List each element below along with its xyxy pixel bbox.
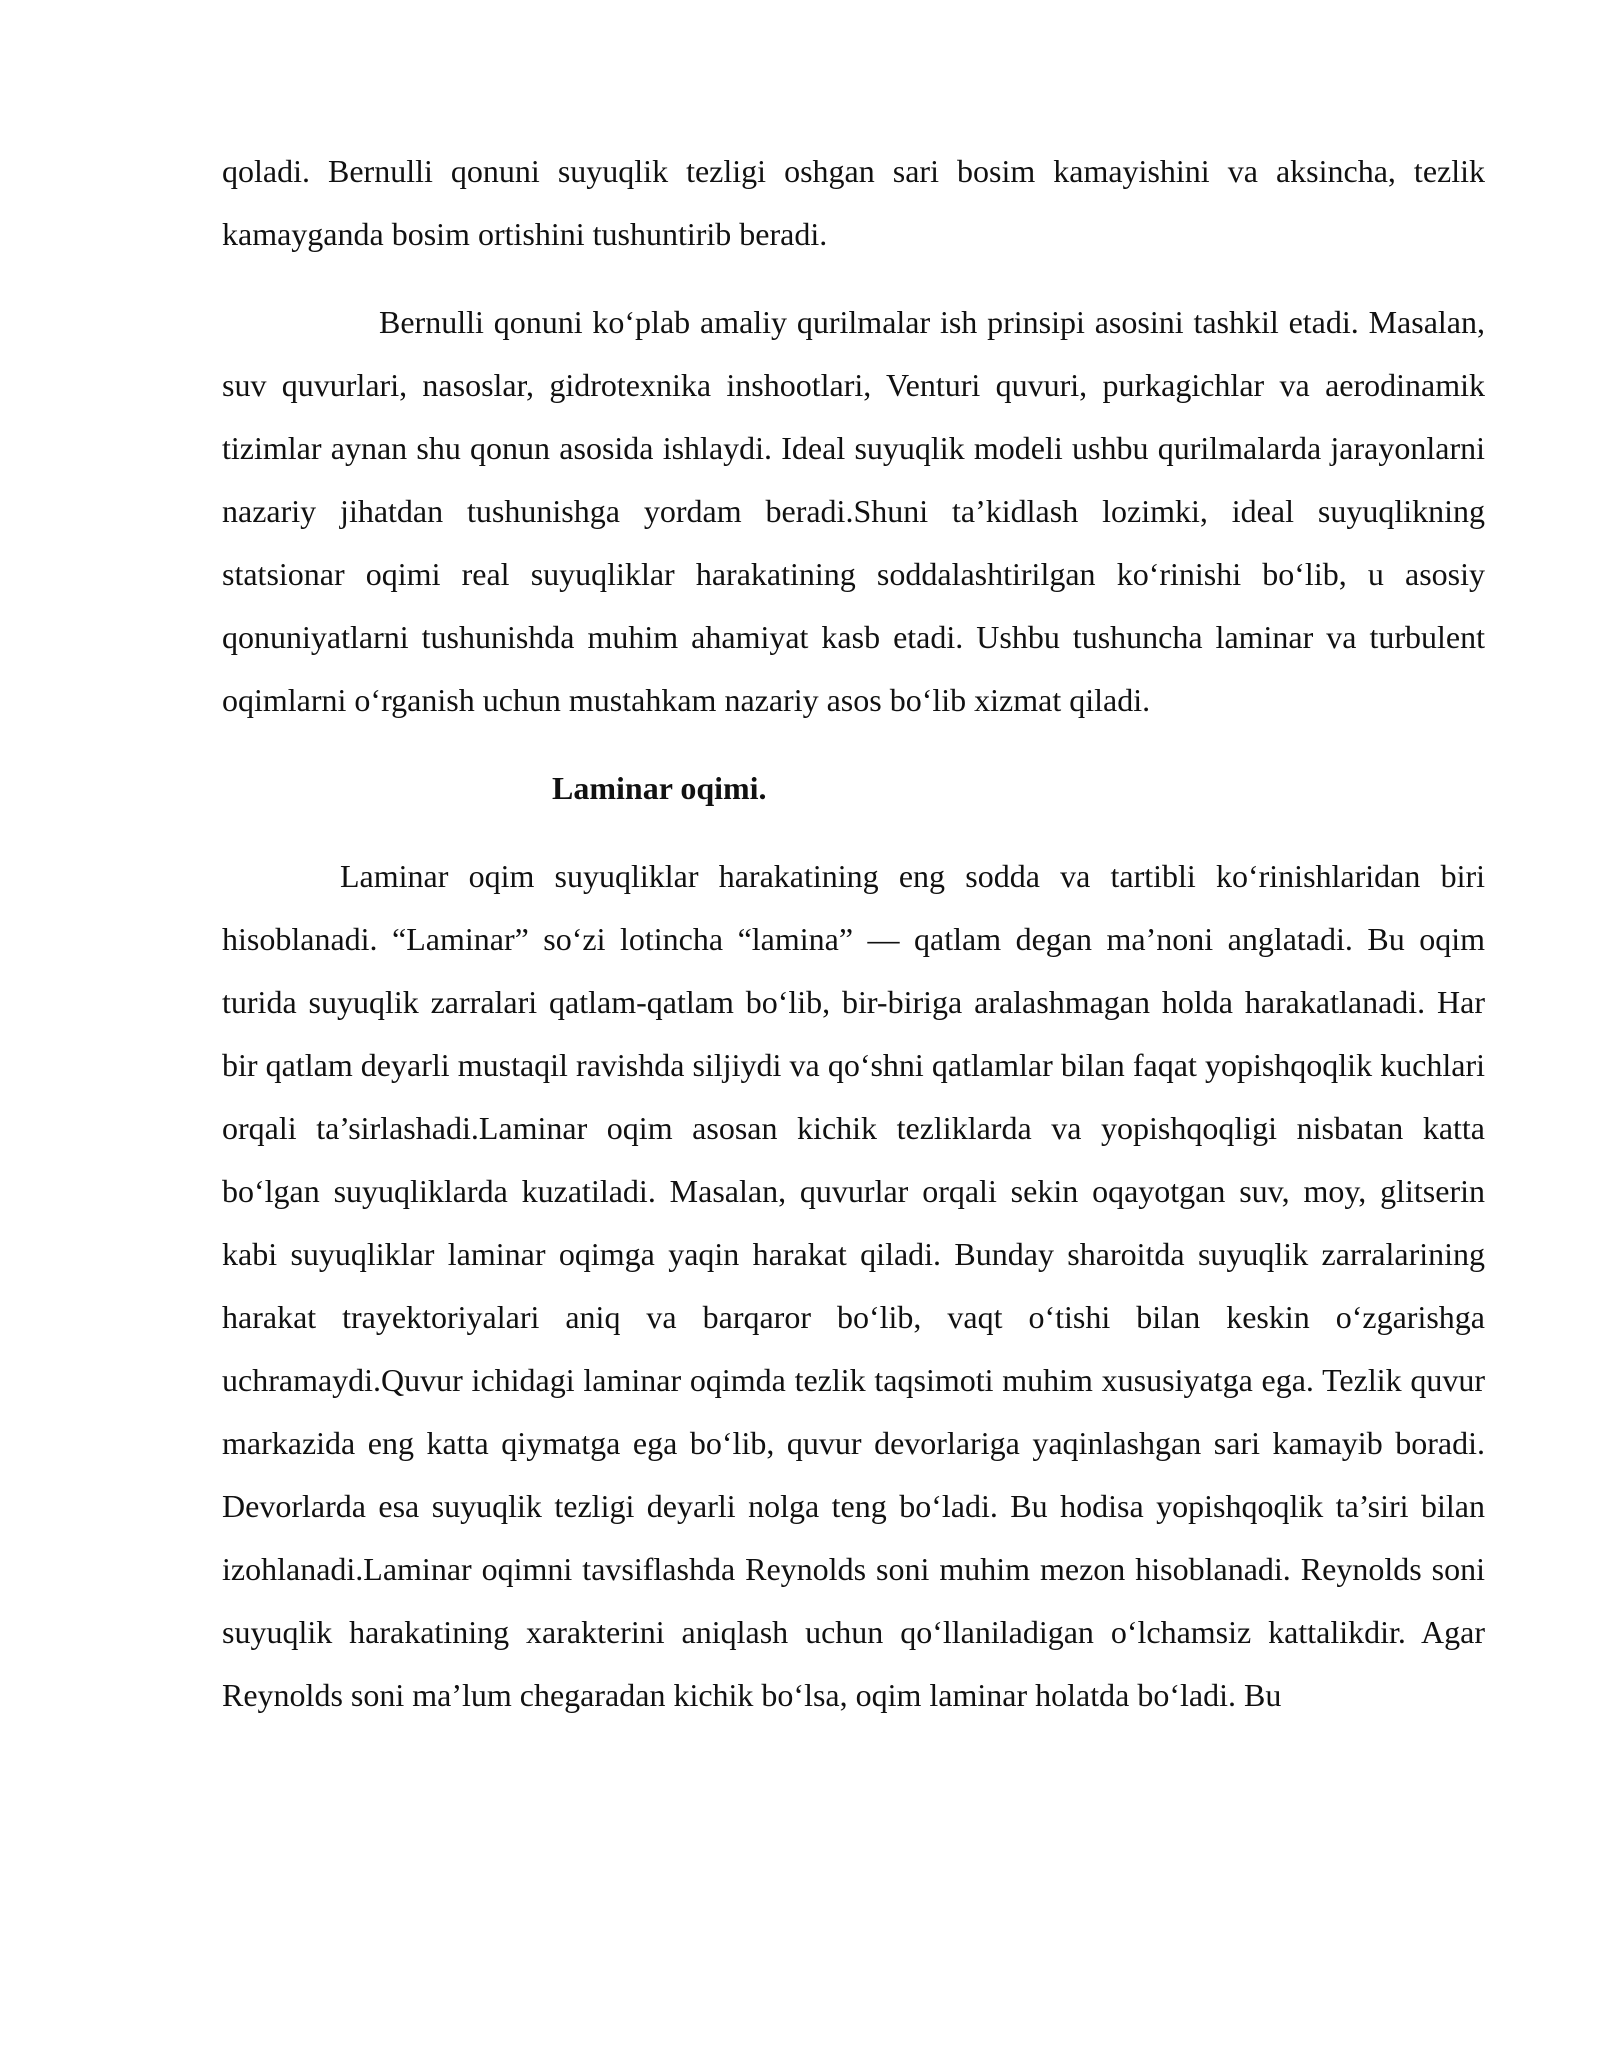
paragraph-bernulli-applications: Bernulli qonuni ko‘plab amaliy qurilmalar ish prinsipi asosini tashkil etadi. Masalan, suv quvurlari, nasoslar, gidrotexnika inshootlari, Venturi quvuri, purkagichlar va aerodinamik tizimlar aynan shu qonun asosida ishlaydi. Ideal suyuqlik modeli ushbu qurilmalarda jarayonlarni nazariy jihatdan tushunishga yordam beradi.Shuni ta’kidlash lozimki, ideal suyuqlikning statsionar oqimi real suyuqliklar harakatining soddalashtirilgan ko‘rinishi bo‘lib, u asosiy qonuniyatlarni tushunishda muhim ahamiyat kasb etadi. Ushbu tushuncha laminar va turbulent oqimlarni o‘rganish uchun mustahkam nazariy asos bo‘lib xizmat qiladi. [222,304,1485,718]
paragraph-bernulli-continuation: qoladi. Bernulli qonuni suyuqlik tezligi oshgan sari bosim kamayishini va aksincha, tezlik kamayganda bosim ortishini tushuntirib beradi. [222,153,1485,252]
document-body [222,140,1485,1727]
paragraph-laminar-flow: Laminar oqim suyuqliklar harakatining eng sodda va tartibli ko‘rinishlaridan biri hisoblanadi. “Laminar” so‘zi lotincha “lamina” — qatlam degan ma’noni anglatadi. Bu oqim turida suyuqlik zarralari qatlam-qatlam bo‘lib, bir-biriga aralashmagan holda harakatlanadi. Har bir qatlam deyarli mustaqil ravishda siljiydi va qo‘shni qatlamlar bilan faqat yopishqoqlik kuchlari orqali ta’sirlashadi.Laminar oqim asosan kichik tezliklarda va yopishqoqligi nisbatan katta bo‘lgan suyuqliklarda kuzatiladi. Masalan, quvurlar orqali sekin oqayotgan suv, moy, glitserin kabi suyuqliklar laminar oqimga yaqin harakat qiladi. Bunday sharoitda suyuqlik zarralarining harakat trayektoriyalari aniq va barqaror bo‘lib, vaqt o‘tishi bilan keskin o‘zgarishga uchramaydi.Quvur ichidagi laminar oqimda tezlik taqsimoti muhim xususiyatga ega. Tezlik quvur markazida eng katta qiymatga ega bo‘lib, quvur devorlariga yaqinlashgan sari kamayib boradi. Devorlarda esa suyuqlik tezligi deyarli nolga teng bo‘ladi. Bu hodisa yopishqoqlik ta’siri bilan izohlanadi.Laminar oqimni tavsiflashda Reynolds soni muhim mezon hisoblanadi. Reynolds soni suyuqlik harakatining xarakterini aniqlash uchun qo‘llaniladigan o‘lchamsiz kattalikdir. Agar Reynolds soni ma’lum chegaradan kichik bo‘lsa, oqim laminar holatda bo‘ladi. Bu [222,858,1485,1713]
section-heading-laminar: Laminar oqimi. [552,770,767,806]
